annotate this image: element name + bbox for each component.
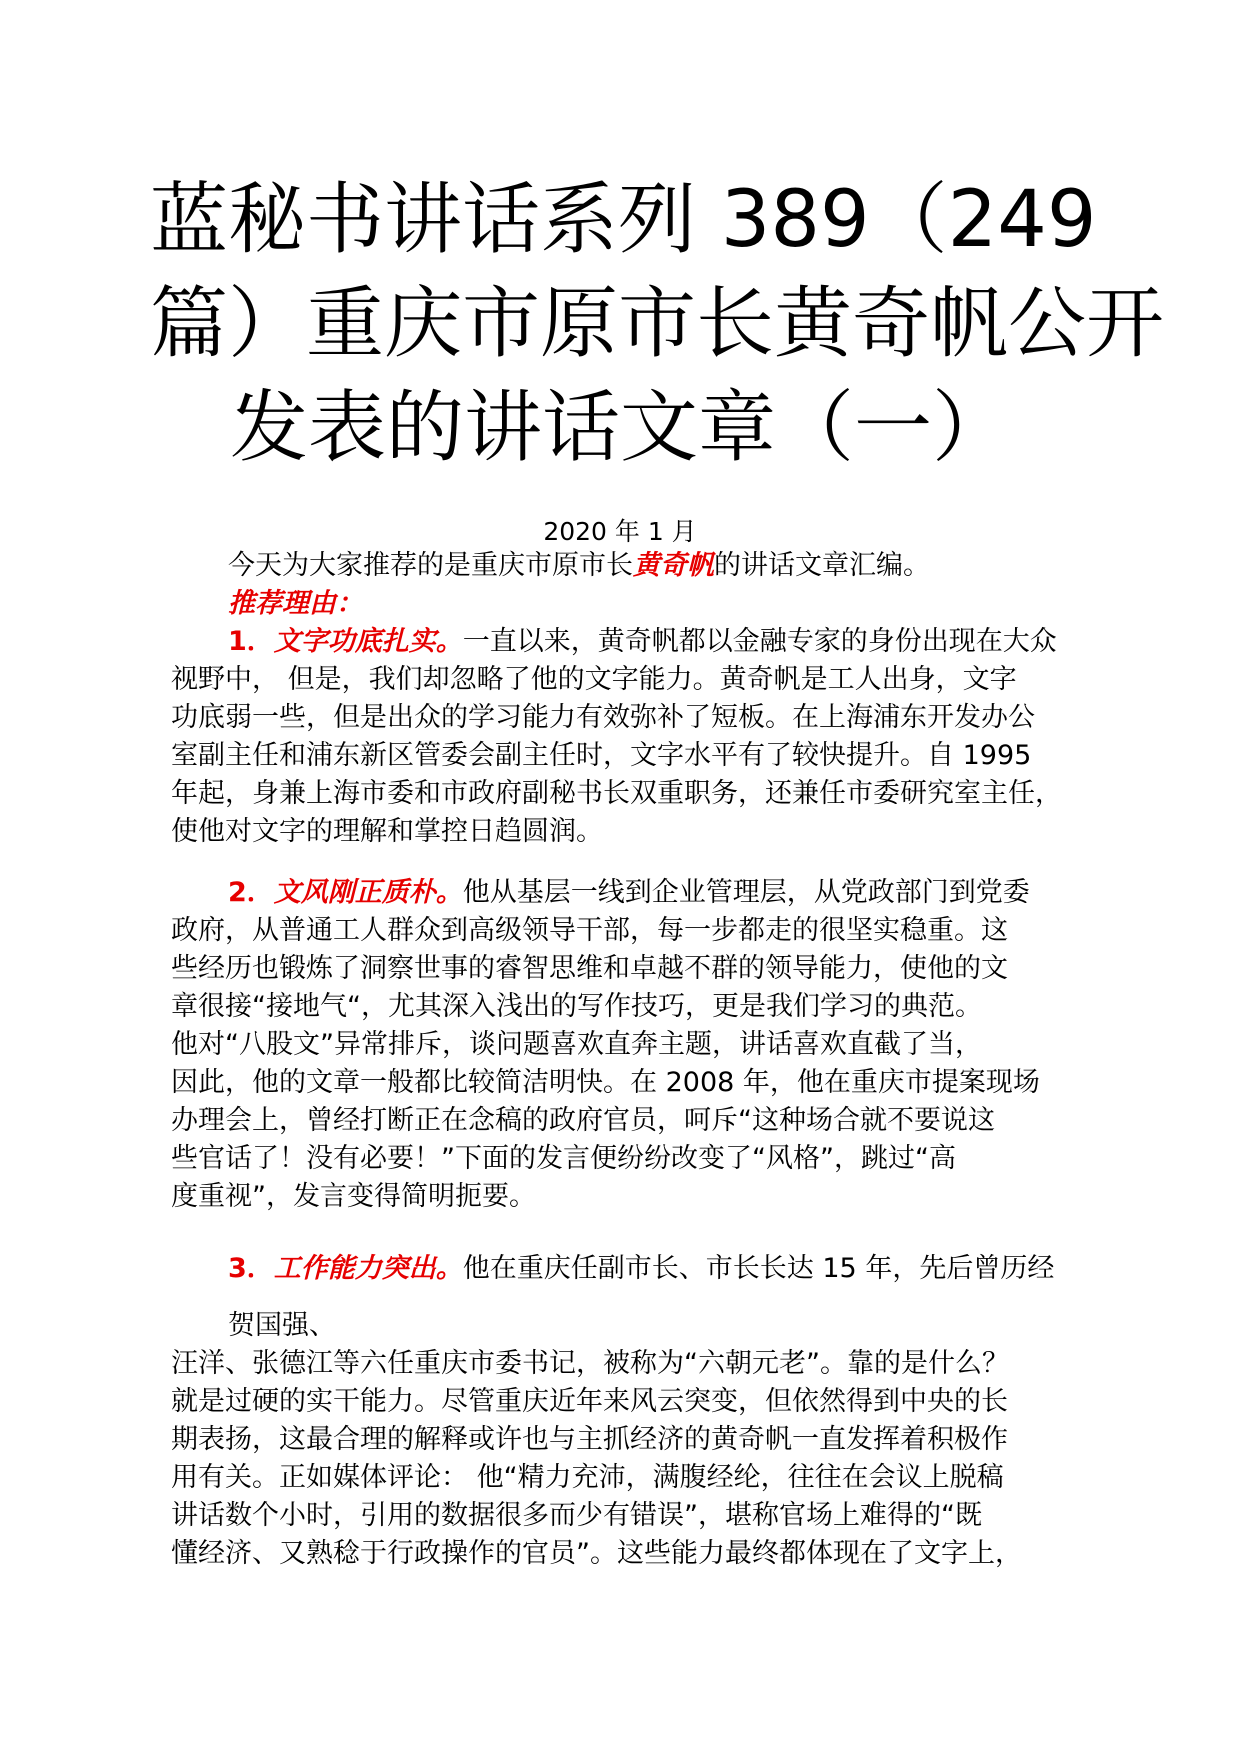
reason-2-line: 因此，他的文章一般都比较简洁明快。在 2008 年，他在重庆市提案现场 <box>171 1067 1040 1098</box>
reason-2-line: 些官话了！没有必要！”下面的发言便纷纷改变了“风格”，跳过“高 <box>171 1143 956 1174</box>
reason-3-first-line-text: 他在重庆任副市长、市长长达 15 年，先后曾历经 <box>462 1253 1055 1284</box>
reason-2-line: 办理会上，曾经打断正在念稿的政府官员，呵斥“这种场合就不要说这 <box>171 1105 995 1136</box>
reason-1-line: 室副主任和浦东新区管委会副主任时，文字水平有了较快提升。自 1995 <box>171 740 1032 771</box>
reason-1-line: 功底弱一些，但是出众的学习能力有效弥补了短板。在上海浦东开发办公 <box>171 702 1035 733</box>
reason-2-line: 他对“八股文”异常排斥，谈问题喜欢直奔主题，讲话喜欢直截了当， <box>171 1029 982 1060</box>
reason-2-line: 政府，从普通工人群众到高级领导干部，每一步都走的很坚实稳重。这 <box>171 915 1008 946</box>
reason-1-line: 视野中， 但是，我们却忽略了他的文字能力。黄奇帆是工人出身，文字 <box>171 664 1017 695</box>
reason-3-line: 懂经济、又熟稔于行政操作的官员”。这些能力最终都体现在了文字上， <box>171 1538 1022 1569</box>
reason-3-line: 期表扬，这最合理的解释或许也与主抓经济的黄奇帆一直发挥着积极作 <box>171 1424 1008 1455</box>
document-title <box>150 168 1165 480</box>
reason-3-number: 3． <box>228 1253 274 1284</box>
reasons-heading: 推荐理由： <box>228 588 363 619</box>
reason-2-line: 他从基层一线到企业管理层，从党政部门到党委 <box>462 877 1030 908</box>
title-line-2: 篇）重庆市原市长黄奇帆公开 <box>150 279 1165 369</box>
reason-1-line: 年起，身兼上海市委和市政府副秘书长双重职务，还兼任市委研究室主任， <box>171 778 1062 809</box>
reason-3-line: 用有关。正如媒体评论： 他“精力充沛，满腹经纶，往往在会议上脱稿 <box>171 1462 1004 1493</box>
reason-2-first-line <box>228 874 1030 912</box>
reason-3-title: 工作能力突出。 <box>273 1253 463 1284</box>
intro-text-before: 今天为大家推荐的是重庆市原市长 <box>228 550 633 581</box>
reason-3-line: 汪洋、张德江等六任重庆市委书记，被称为“六朝元老”。靠的是什么？ <box>171 1348 1009 1379</box>
document-date: 2020 年 1 月 <box>543 517 697 546</box>
title-line-3: 发表的讲话文章（一） <box>229 383 1010 473</box>
intro-text-after: 的讲话文章汇编。 <box>714 550 930 581</box>
reason-1-line: 一直以来，黄奇帆都以金融专家的身份出现在大众 <box>462 626 1057 657</box>
reason-1-title: 文字功底扎实。 <box>273 626 463 657</box>
reason-2-line: 章很接“接地气“，尤其深入浅出的写作技巧，更是我们学习的典范。 <box>171 991 982 1022</box>
intro-paragraph <box>228 547 930 585</box>
reason-1-first-line <box>228 623 1057 661</box>
reason-2-number: 2． <box>228 877 274 908</box>
reason-3-line: 就是过硬的实干能力。尽管重庆近年来风云突变，但依然得到中央的长 <box>171 1386 1008 1417</box>
intro-highlight-name: 黄奇帆 <box>633 550 714 581</box>
reason-3-line: 讲话数个小时，引用的数据很多而少有错误”，堪称官场上难得的“既 <box>171 1500 982 1531</box>
title-line-1: 蓝秘书讲话系列 389（249 <box>150 175 1097 265</box>
reason-2-line: 些经历也锻炼了洞察世事的睿智思维和卓越不群的领导能力，使他的文 <box>171 953 1008 984</box>
reason-3-second-line: 贺国强、 <box>228 1310 336 1341</box>
reason-3-first-line <box>228 1250 1054 1288</box>
reason-1-line: 使他对文字的理解和掌控日趋圆润。 <box>171 816 603 847</box>
reason-2-title: 文风刚正质朴。 <box>273 877 463 908</box>
reason-2-line: 度重视”，发言变得简明扼要。 <box>171 1181 536 1212</box>
reason-1-number: 1． <box>228 626 274 657</box>
